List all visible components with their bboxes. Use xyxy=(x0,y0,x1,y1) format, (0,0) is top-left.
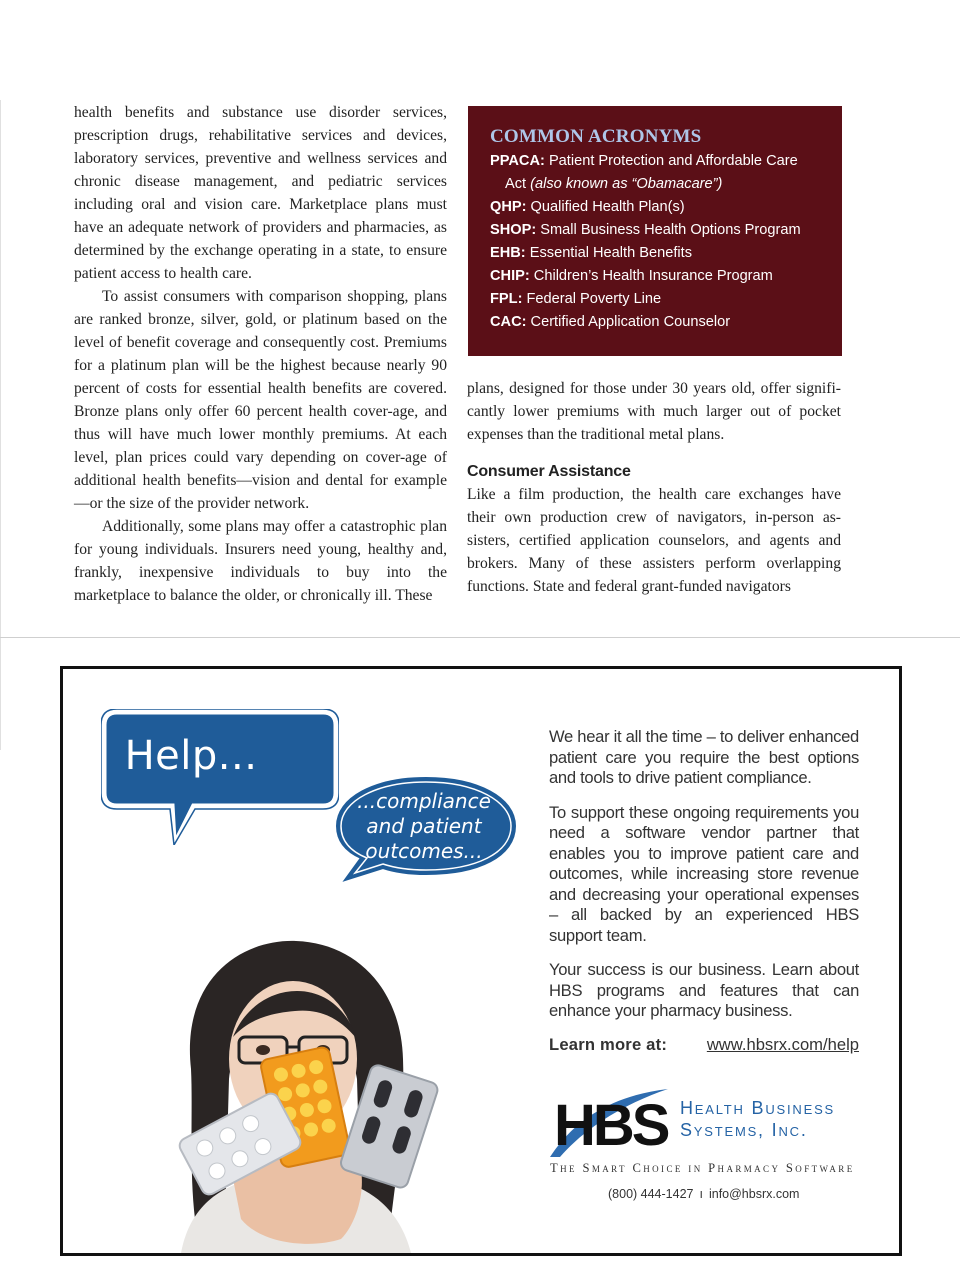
acronym-item: QHP: Qualified Health Plan(s) xyxy=(490,199,685,215)
paragraph-consumer-assistance: Like a film production, the health care exchanges have their own production crew of navigators, in-person as-sisters, certified application counselors, and agents and brokers. Many of these assisters perform overlapping functions. State and federal grant-funded navigators xyxy=(467,486,841,595)
paragraph-metal-tiers: To assist consumers with comparison shopping, plans are ranked bronze, silver, gold, or platinum based on the level of benefit coverage and consequently cost. Premiums for a platinum plan will be the highest because nearly 90 percent of costs for essential health benefits are covered. Bronze plans only offer 60 percent health cover-age, and thus will have much lower monthly premiums. At each level, plan prices could vary depending on cover-age of additional health benefits—vision and dental for example—or the size of the provider network. xyxy=(74,288,447,512)
learn-more-line xyxy=(549,1035,859,1055)
paragraph-essential-benefits: health benefits and substance use disorder services, prescription drugs, rehabilitative services and devices, laboratory services, preventive and wellness services and chronic disease management, and pediatric services including oral and vision care. Marketplace plans must have an adequate network of providers and pharmacies, as determined by the exchange operating in a state, to ensure patient access to health care. xyxy=(74,104,447,282)
pharmacist-photo xyxy=(121,919,451,1253)
hbs-logo-icon xyxy=(546,1087,674,1159)
acronyms-sidebar xyxy=(468,106,842,356)
learn-more-label: Learn more at: xyxy=(549,1035,668,1054)
ad-paragraph: We hear it all the time – to deliver enhanced patient care you require the best options and tools to drive patient compliance. xyxy=(549,727,859,787)
paragraph-young-plans: plans, designed for those under 30 years old, offer signifi-cantly lower premiums with much larger out of pocket expenses than the traditional metal plans. xyxy=(467,380,841,443)
acronyms-title: COMMON ACRONYMS xyxy=(490,126,702,147)
svg-text:HBS: HBS xyxy=(554,1093,668,1158)
article-right-column xyxy=(467,377,841,598)
article-left-column xyxy=(74,101,447,607)
section-heading-consumer-assistance: Consumer Assistance xyxy=(467,463,631,480)
hbs-company-name: Health Business Systems, Inc. xyxy=(680,1098,836,1140)
paragraph-catastrophic: Additionally, some plans may offer a catastrophic plan for young individuals. Insurers need young, healthy and, frankly, inexpensive individuals to buy into the marketplace to balance the older, or chronically ill. These xyxy=(74,518,447,604)
acronym-item: SHOP: Small Business Health Options Program xyxy=(490,222,801,238)
acronym-item: CAC: Certified Application Counselor xyxy=(490,314,731,330)
hbs-email[interactable]: info@hbsrx.com xyxy=(708,1187,800,1201)
acronym-item: PPACA: Patient Protection and Affordable Care Act (also known as “Obamacare”) xyxy=(490,153,798,192)
page-edge-line xyxy=(0,100,1,750)
acronym-item: CHIP: Children’s Health Insurance Program xyxy=(490,268,773,284)
hbs-phone: (800) 444-1427 xyxy=(608,1187,694,1201)
hbs-tagline: The Smart Choice in Pharmacy Software xyxy=(550,1161,855,1175)
acronym-item: FPL: Federal Poverty Line xyxy=(490,291,662,307)
ad-paragraph: To support these ongoing requirements you need a software vendor partner that enables you to improve patient care and outcomes, while increasing store revenue and decreasing your operational expenses – all backed by an experienced HBS support team. xyxy=(549,802,859,945)
page-divider xyxy=(0,637,960,638)
bubble-compliance-text: ...compliance and patient outcomes... xyxy=(357,789,491,863)
acronym-item: EHB: Essential Health Benefits xyxy=(490,245,692,261)
ad-paragraph: Your success is our business. Learn about HBS programs and features that can enhance your pharmacy business. xyxy=(549,960,859,1020)
bubble-help-text: Help... xyxy=(124,733,258,779)
hbs-contact: (800) 444-1427 ı info@hbsrx.com xyxy=(608,1187,800,1201)
hbs-help-link[interactable]: www.hbsrx.com/help xyxy=(706,1035,859,1054)
ad-body-text xyxy=(549,727,859,1036)
hbs-advertisement xyxy=(60,666,902,1256)
